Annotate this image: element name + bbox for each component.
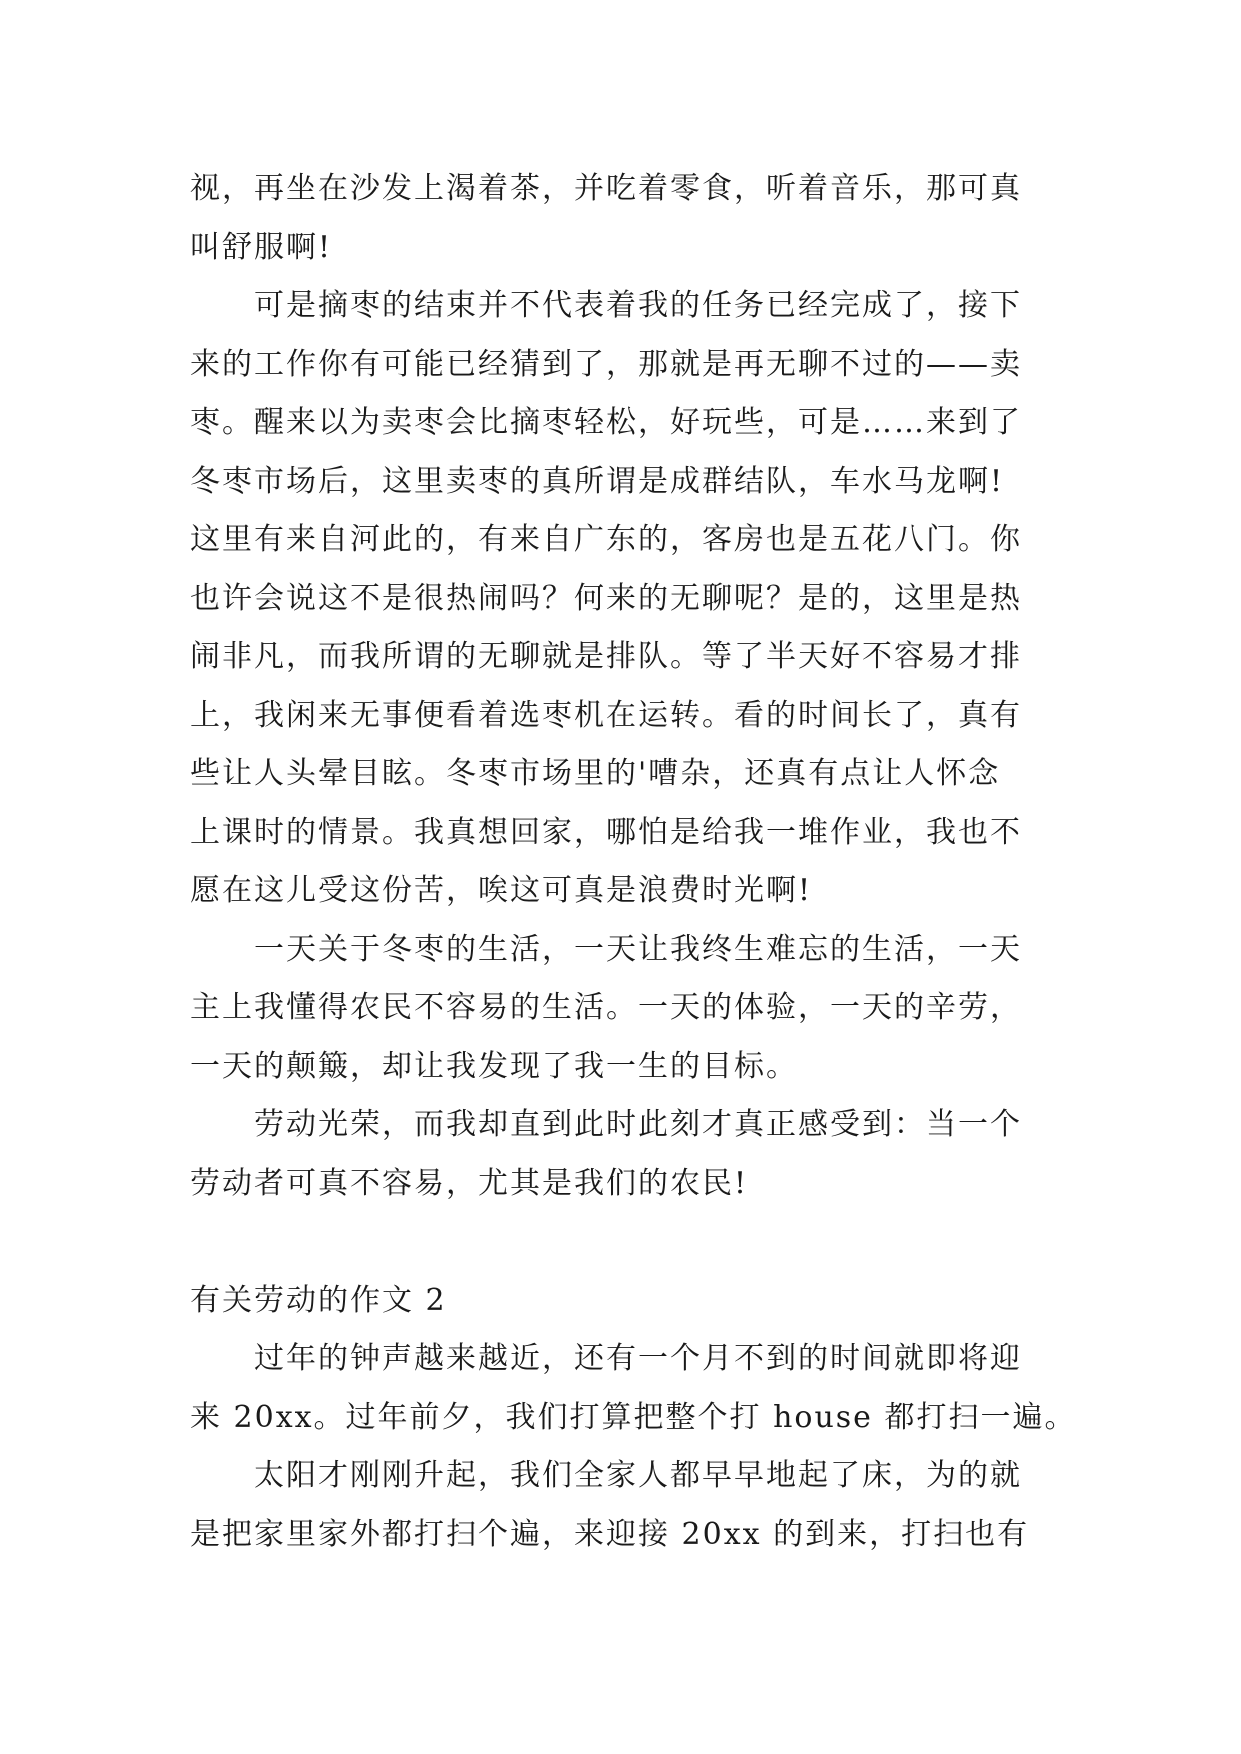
text-line: 视，再坐在沙发上渴着茶，并吃着零食，听着音乐，那可真: [190, 171, 1022, 206]
document-body: [190, 160, 1077, 1564]
paragraph-first-line: 可是摘枣的结束并不代表着我的任务已经完成了，接下: [254, 288, 1022, 323]
text-line: 闹非凡，而我所谓的无聊就是排队。等了半天好不容易才排: [190, 639, 1022, 674]
essay-2-body: [190, 1330, 1077, 1564]
text-line: 上课时的情景。我真想回家，哪怕是给我一堆作业，我也不: [190, 814, 1022, 850]
paragraph-first-line: 一天关于冬枣的生活，一天让我终生难忘的生活，一天: [254, 931, 1022, 967]
text-line: 些让人头晕目眩。冬枣市场里的'嘈杂，还真有点让人怀念: [190, 756, 1001, 791]
text-line: 枣。醒来以为卖枣会比摘枣轻松，好玩些，可是……来到了: [190, 405, 1022, 440]
text-line: 来的工作你有可能已经猜到了，那就是再无聊不过的——卖: [190, 346, 1022, 382]
text-line: 也许会说这不是很热闹吗？何来的无聊呢？是的，这里是热: [190, 580, 1022, 616]
text-line: 主上我懂得农民不容易的生活。一天的体验，一天的辛劳，: [190, 990, 1022, 1025]
essay-1-continuation: [190, 160, 1050, 1213]
section-title: 有关劳动的作文 2: [190, 1282, 447, 1318]
section-gap: [190, 1213, 1050, 1272]
paragraph-first-line: 太阳才刚刚升起，我们全家人都早早地起了床，为的就: [254, 1458, 1022, 1493]
paragraph-first-line: 劳动光荣，而我却直到此时此刻才真正感受到：当一个: [254, 1107, 1022, 1142]
text-line: 叫舒服啊!: [190, 229, 333, 265]
text-line: 来 20xx。过年前夕，我们打算把整个打 house 都打扫一遍。: [190, 1399, 1077, 1435]
text-line: 劳动者可真不容易，尤其是我们的农民!: [190, 1165, 749, 1201]
text-line: 冬枣市场后，这里卖枣的真所谓是成群结队，车水马龙啊!: [190, 463, 1005, 499]
text-line: 这里有来自河此的，有来自广东的，客房也是五花八门。你: [190, 522, 1022, 557]
text-line: 愿在这儿受这份苦，唉这可真是浪费时光啊!: [190, 873, 813, 908]
text-line: 一天的颠簸，却让我发现了我一生的目标。: [190, 1048, 798, 1084]
text-line: 是把家里家外都打扫个遍，来迎接 20xx 的到来，打扫也有: [190, 1516, 1030, 1552]
paragraph-first-line: 过年的钟声越来越近，还有一个月不到的时间就即将迎: [254, 1341, 1022, 1376]
text-line: 上，我闲来无事便看着选枣机在运转。看的时间长了，真有: [190, 697, 1022, 733]
